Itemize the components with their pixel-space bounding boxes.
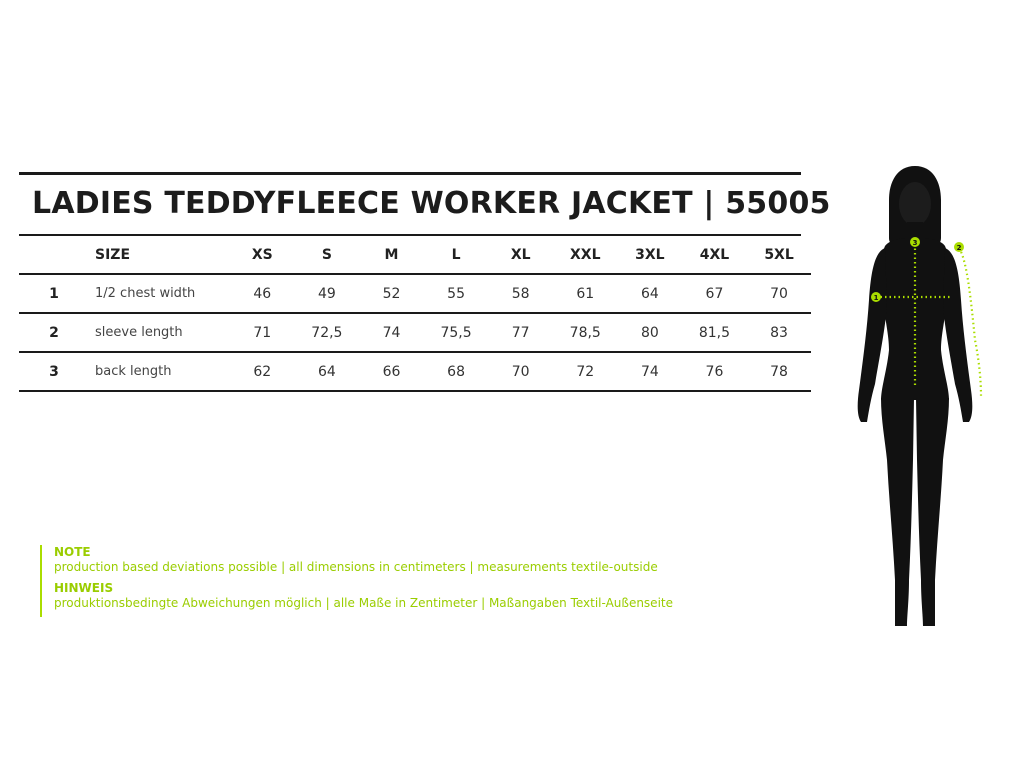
note-heading: NOTE (54, 545, 91, 559)
marker-2-label: 2 (956, 244, 962, 252)
size-header-cell: L (451, 246, 461, 263)
table-row-back (19, 352, 811, 391)
table-cell: 76 (682, 352, 747, 391)
notes-section (40, 545, 673, 617)
table-cell: 78,5 (553, 313, 618, 352)
marker-1-label: 1 (873, 294, 879, 302)
table-cell: 78 (747, 352, 812, 391)
marker-3-label: 3 (912, 239, 918, 247)
table-cell: 81,5 (682, 313, 747, 352)
table-cell: 58 (488, 274, 553, 313)
table-cell: 46 (230, 274, 295, 313)
table-cell: 70 (488, 352, 553, 391)
body-silhouette-icon (858, 166, 973, 626)
table-cell: 71 (230, 313, 295, 352)
note-german (54, 581, 673, 611)
table-cell: 52 (359, 274, 424, 313)
table-cell: 64 (295, 352, 360, 391)
header-num-cell (19, 236, 89, 274)
table-cell: 72 (553, 352, 618, 391)
table-cell: 80 (618, 313, 683, 352)
row-label: back length (89, 352, 230, 391)
hinweis-text: produktionsbedingte Abweichungen möglich | alle Maße in Zentimeter | Maßangaben Textil-Außenseite (54, 596, 673, 610)
size-header-cell: S (321, 246, 332, 263)
measurement-figure (845, 160, 985, 640)
title-top-rule (19, 172, 801, 175)
size-header-cell: XL (510, 246, 531, 263)
table-cell: 66 (359, 352, 424, 391)
size-table (19, 236, 811, 392)
table-cell: 61 (553, 274, 618, 313)
table-cell: 62 (230, 352, 295, 391)
note-english (54, 545, 673, 575)
size-header-cell: M (384, 246, 399, 263)
table-cell: 64 (618, 274, 683, 313)
table-cell: 55 (424, 274, 489, 313)
size-header-cell: 5XL (764, 246, 794, 263)
hinweis-heading: HINWEIS (54, 581, 114, 595)
row-number: 2 (19, 313, 89, 352)
table-cell: 74 (618, 352, 683, 391)
table-cell: 67 (682, 274, 747, 313)
table-row-sleeve (19, 313, 811, 352)
body-silhouette-illustration (845, 160, 985, 640)
size-header-cell: XXL (570, 246, 601, 263)
table-cell: 77 (488, 313, 553, 352)
size-header-cell: 4XL (699, 246, 730, 263)
table-cell: 75,5 (424, 313, 489, 352)
row-label: 1/2 chest width (89, 274, 230, 313)
table-cell: 74 (359, 313, 424, 352)
note-text: production based deviations possible | all dimensions in centimeters | measurements textile-outside (54, 560, 658, 574)
page-title: LADIES TEDDYFLEECE WORKER JACKET | 55005 (32, 186, 831, 221)
table-cell: 68 (424, 352, 489, 391)
header-size-label: SIZE (95, 246, 131, 263)
row-number: 1 (19, 274, 89, 313)
table-row-chest (19, 274, 811, 313)
row-label: sleeve length (89, 313, 230, 352)
table-cell: 72,5 (295, 313, 360, 352)
table-cell: 70 (747, 274, 812, 313)
size-header-row (19, 236, 811, 274)
table-cell: 49 (295, 274, 360, 313)
size-header-cell: 3XL (635, 246, 665, 263)
row-number: 3 (19, 352, 89, 391)
size-header-cell: XS (251, 246, 273, 263)
table-cell: 83 (747, 313, 812, 352)
